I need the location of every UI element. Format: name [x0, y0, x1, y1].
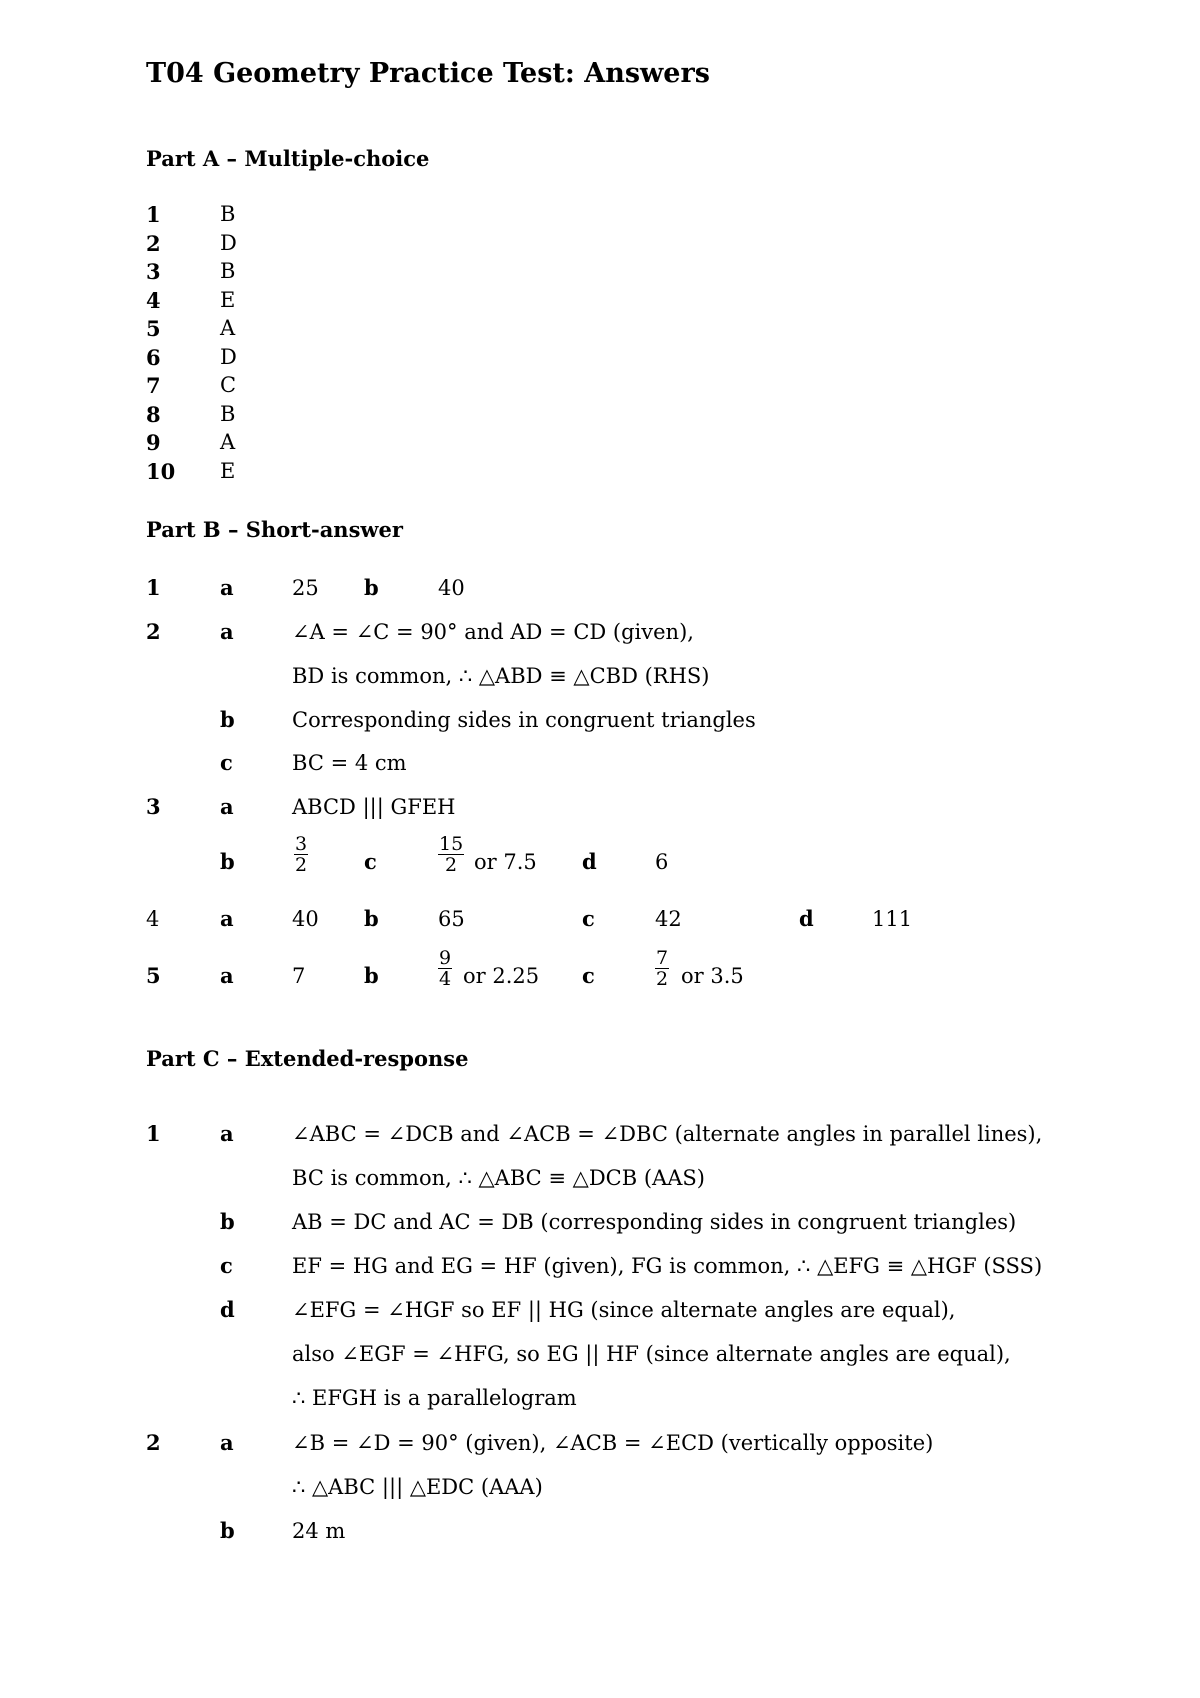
part-c-heading: Part C – Extended-response: [146, 1046, 469, 1071]
mc-answer-letter: B: [220, 259, 236, 283]
mc-answer-letter: A: [220, 316, 236, 340]
fraction-numerator: 3: [295, 833, 308, 855]
answer-text: ∴ EFGH is a parallelogram: [292, 1386, 577, 1410]
answer-value: 6: [655, 850, 669, 874]
mc-answer-letter: C: [220, 373, 237, 397]
question-number: 5: [146, 963, 161, 988]
part-label: a: [220, 963, 234, 988]
part-label: b: [364, 963, 379, 988]
answer-text: BC = 4 cm: [292, 751, 407, 775]
fraction-numerator: 15: [439, 833, 464, 855]
part-label: b: [220, 1209, 235, 1234]
answer-text: ∠ABC = ∠DCB and ∠ACB = ∠DBC (alternate angles in parallel lines),: [292, 1122, 1043, 1146]
part-label: d: [220, 1297, 235, 1322]
answer-text: BC is common, ∴ △ABC ≡ △DCB (AAS): [292, 1166, 705, 1190]
fraction-numerator: 7: [656, 947, 669, 969]
fraction-numerator: 9: [439, 947, 452, 969]
answer-text: 24 m: [292, 1519, 346, 1543]
mc-question-number: 8: [146, 402, 161, 427]
part-label: c: [364, 849, 377, 874]
mc-answer-letter: B: [220, 202, 236, 226]
fraction: [438, 834, 464, 875]
mc-answer-letter: B: [220, 402, 236, 426]
answer-text: ∠EFG = ∠HGF so EF || HG (since alternate angles are equal),: [292, 1298, 956, 1322]
answer-text: EF = HG and EG = HF (given), FG is common, ∴ △EFG ≡ △HGF (SSS): [292, 1254, 1043, 1278]
part-label: d: [582, 849, 597, 874]
question-number: 4: [146, 907, 160, 931]
mc-question-number: 7: [146, 373, 161, 398]
mc-question-number: 4: [146, 288, 161, 313]
question-number: 3: [146, 794, 161, 819]
answer-value: 40: [292, 907, 319, 931]
part-label: a: [220, 1121, 234, 1146]
part-label: c: [582, 906, 595, 931]
answer-value: 25: [292, 576, 319, 600]
fraction-denominator: 2: [295, 854, 308, 876]
part-label: a: [220, 906, 234, 931]
part-label: b: [220, 707, 235, 732]
part-label: c: [582, 963, 595, 988]
mc-answer-letter: E: [220, 288, 236, 312]
answer-value: 40: [438, 576, 465, 600]
answer-text: AB = DC and AC = DB (corresponding sides in congruent triangles): [292, 1210, 1017, 1234]
part-label: c: [220, 750, 233, 775]
question-number: 2: [146, 619, 161, 644]
part-label: b: [364, 906, 379, 931]
part-label: a: [220, 1430, 234, 1455]
answer-text: ∠A = ∠C = 90° and AD = CD (given),: [292, 620, 694, 644]
part-label: a: [220, 619, 234, 644]
part-a-heading: Part A – Multiple-choice: [146, 146, 430, 171]
answer-value: 65: [438, 907, 465, 931]
answer-text: also ∠EGF = ∠HFG, so EG || HF (since alternate angles are equal),: [292, 1342, 1011, 1366]
part-label: a: [220, 794, 234, 819]
answer-value: 42: [655, 907, 682, 931]
part-label: b: [220, 1518, 235, 1543]
answer-text: or 7.5: [474, 850, 537, 874]
fraction-denominator: 4: [439, 968, 452, 990]
mc-question-number: 1: [146, 202, 161, 227]
fraction-denominator: 2: [656, 968, 669, 990]
part-label: a: [220, 575, 234, 600]
part-label: b: [220, 849, 235, 874]
part-label: d: [799, 906, 814, 931]
question-number: 2: [146, 1430, 161, 1455]
fraction-denominator: 2: [438, 854, 464, 875]
answer-text: Corresponding sides in congruent triangles: [292, 708, 756, 732]
mc-question-number: 3: [146, 259, 161, 284]
mc-question-number: 5: [146, 316, 161, 341]
mc-question-number: 6: [146, 345, 161, 370]
answer-text: ∠B = ∠D = 90° (given), ∠ACB = ∠ECD (vertically opposite): [292, 1431, 934, 1455]
part-label: c: [220, 1253, 233, 1278]
answer-value: 7: [292, 964, 306, 988]
mc-question-number: 10: [146, 459, 176, 484]
question-number: 1: [146, 1121, 161, 1146]
answer-text: BD is common, ∴ △ABD ≡ △CBD (RHS): [292, 664, 710, 688]
mc-question-number: 9: [146, 430, 161, 455]
question-number: 1: [146, 575, 161, 600]
answer-text: or 3.5: [681, 964, 744, 988]
part-b-heading: Part B – Short-answer: [146, 517, 403, 542]
mc-answer-letter: D: [220, 231, 237, 255]
page-title: T04 Geometry Practice Test: Answers: [146, 58, 710, 89]
mc-answer-letter: E: [220, 459, 236, 483]
answer-text: ∴ △ABC ||| △EDC (AAA): [292, 1475, 543, 1499]
answer-value: 111: [872, 907, 913, 931]
mc-question-number: 2: [146, 231, 161, 256]
part-label: b: [364, 575, 379, 600]
mc-answer-letter: D: [220, 345, 237, 369]
answer-text: or 2.25: [463, 964, 540, 988]
mc-answer-letter: A: [220, 430, 236, 454]
fraction: [438, 948, 452, 989]
fraction: [655, 948, 669, 989]
answer-text: ABCD ||| GFEH: [292, 795, 456, 819]
fraction: [294, 834, 308, 875]
